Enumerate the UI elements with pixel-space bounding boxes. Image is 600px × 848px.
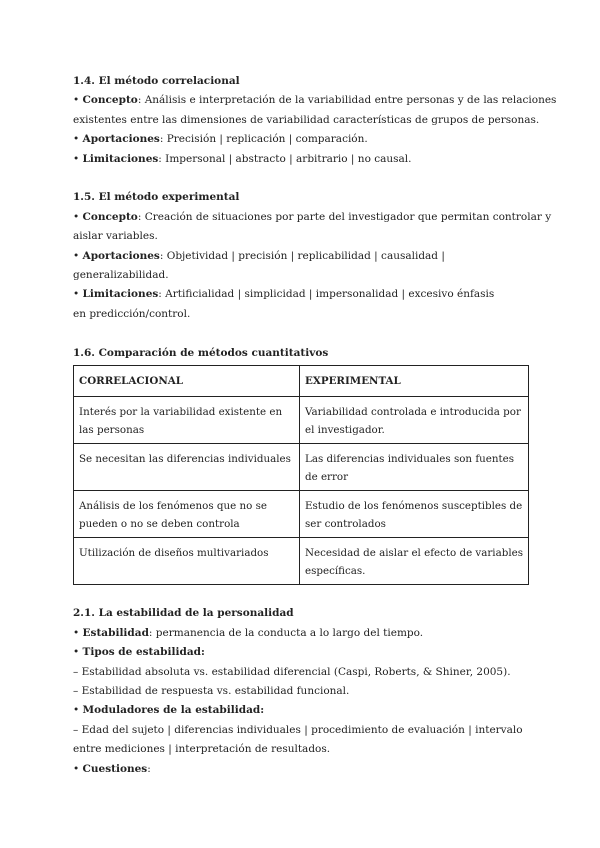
tipo-item: – Estabilidad absoluta vs. estabilidad diferencial (Caspi, Roberts, & Shiner, 2005). [73, 665, 511, 678]
bullet-aportaciones-correlacional [73, 130, 528, 149]
text-aportaciones-cont: generalizabilidad. [73, 269, 169, 282]
bullet-concepto-correlacional [73, 91, 557, 110]
bullet-icon: • [73, 249, 80, 262]
table-row [74, 538, 529, 585]
text-limitaciones: : Artificialidad | simplicidad | impersonalidad | excesivo énfasis [158, 288, 495, 301]
tipo-item: – Estabilidad de respuesta vs. estabilidad funcional. [73, 685, 350, 698]
label-concepto: Concepto [82, 210, 138, 223]
table-header-correlacional: CORRELACIONAL [74, 366, 300, 397]
document-page [73, 72, 557, 779]
label-estabilidad: Estabilidad [82, 626, 149, 639]
text-concepto-cont: aislar variables. [73, 230, 158, 243]
bullet-icon: • [73, 152, 80, 165]
table-cell: Utilización de diseños multivariados [74, 538, 300, 585]
text-limitaciones: : Impersonal | abstracto | arbitrario | no causal. [158, 152, 412, 165]
table-cell: Variabilidad controlada e introducida por el investigador. [300, 397, 529, 444]
bullet-limitaciones-correlacional [73, 150, 528, 169]
table-cell: Las diferencias individuales son fuentes de error [300, 444, 529, 491]
label-aportaciones: Aportaciones [82, 133, 160, 146]
table-cell: Se necesitan las diferencias individuales [74, 444, 300, 491]
heading-estabilidad-personalidad: 2.1. La estabilidad de la personalidad [73, 607, 294, 620]
table-row [74, 397, 529, 444]
text-concepto: : Creación de situaciones por parte del investigador que permitan controlar y [137, 210, 552, 223]
table-row [74, 444, 529, 491]
bullet-concepto-experimental [73, 208, 552, 227]
bullet-cuestiones [73, 760, 528, 779]
bullet-icon: • [73, 210, 80, 223]
label-limitaciones: Limitaciones [82, 288, 159, 301]
table-header-experimental: EXPERIMENTAL [300, 366, 529, 397]
label-aportaciones: Aportaciones [82, 249, 160, 262]
text-limitaciones-cont: en predicción/control. [73, 307, 191, 320]
table-cell: Análisis de los fenómenos que no se pueden o no se deben controla [74, 491, 300, 538]
label-concepto: Concepto [82, 94, 138, 107]
bullet-tipos-estabilidad [73, 643, 528, 662]
text-concepto-cont: existentes entre las dimensiones de variabilidad características de grupos de personas. [73, 113, 540, 126]
label-cuestiones: Cuestiones [82, 762, 148, 775]
bullet-icon: • [73, 133, 80, 146]
label-tipos: Tipos de estabilidad: [82, 646, 205, 659]
table-row [74, 491, 529, 538]
bullet-estabilidad [73, 624, 528, 643]
comparison-table [73, 365, 529, 585]
table-cell: Interés por la variabilidad existente en las personas [74, 397, 300, 444]
bullet-aportaciones-experimental [73, 247, 528, 266]
moduladores-text: – Edad del sujeto | diferencias individuales | procedimiento de evaluación | intervalo [73, 723, 523, 736]
bullet-icon: • [73, 646, 80, 659]
label-moduladores: Moduladores de la estabilidad: [82, 704, 265, 717]
bullet-icon: • [73, 704, 80, 717]
bullet-icon: • [73, 762, 80, 775]
table-cell: Necesidad de aislar el efecto de variables específicas. [300, 538, 529, 585]
bullet-icon: • [73, 94, 80, 107]
text-aportaciones: : Objetividad | precisión | replicabilidad | causalidad | [159, 249, 445, 262]
moduladores-text-cont: entre mediciones | interpretación de resultados. [73, 743, 331, 756]
heading-metodo-correlacional: 1.4. El método correlacional [73, 75, 240, 87]
bullet-limitaciones-experimental [73, 285, 528, 304]
bullet-moduladores [73, 701, 528, 720]
text-concepto: : Análisis e interpretación de la variabilidad entre personas y de las relaciones [137, 94, 557, 107]
heading-metodo-experimental: 1.5. El método experimental [73, 191, 240, 204]
text-aportaciones: : Precisión | replicación | comparación. [159, 133, 368, 146]
bullet-icon: • [73, 288, 80, 301]
heading-comparacion-metodos: 1.6. Comparación de métodos cuantitativos [73, 346, 329, 359]
text-cuestiones: : [147, 762, 151, 775]
text-estabilidad: : permanencia de la conducta a lo largo del tiempo. [148, 626, 424, 639]
label-limitaciones: Limitaciones [82, 152, 159, 165]
bullet-icon: • [73, 626, 80, 639]
table-cell: Estudio de los fenómenos susceptibles de ser controlados [300, 491, 529, 538]
table-header-row [74, 366, 529, 397]
